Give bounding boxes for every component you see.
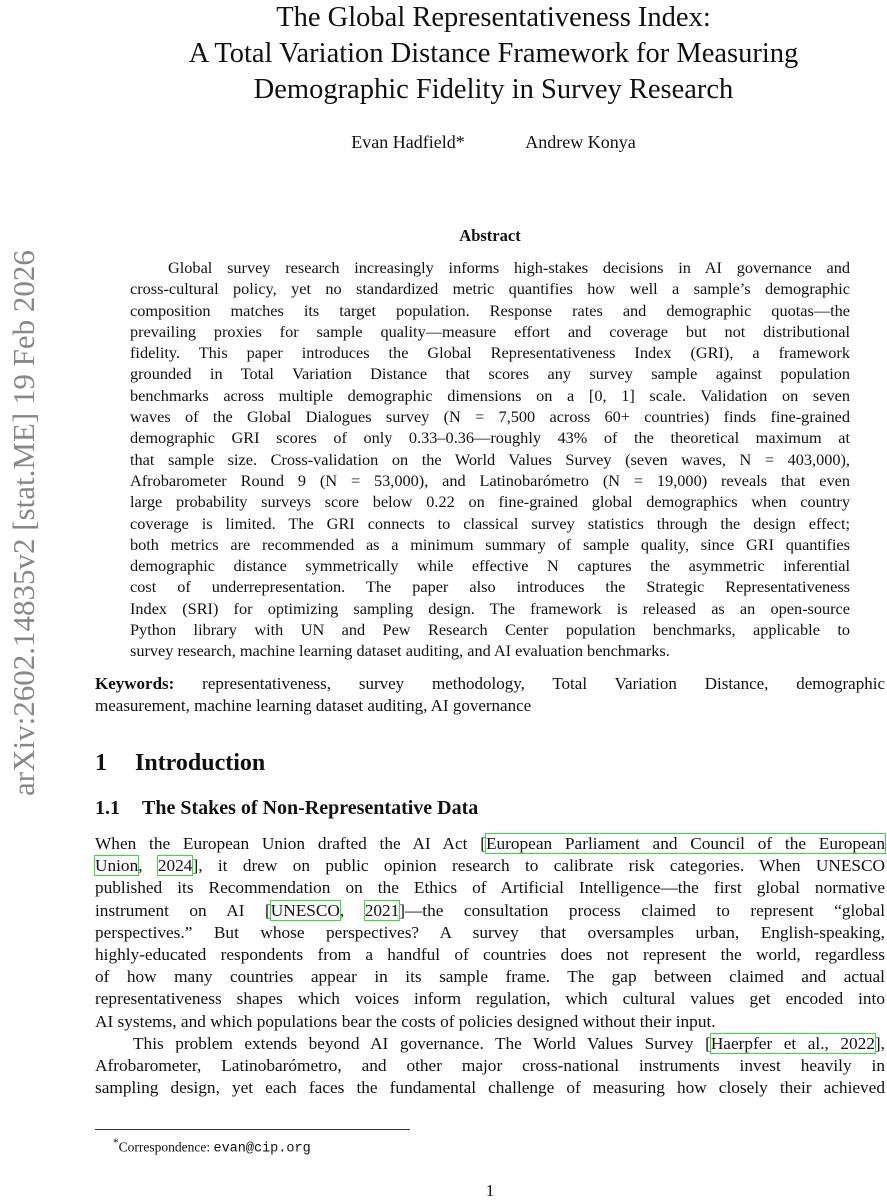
body-line: [95, 944, 885, 966]
page-number: 1: [485, 1181, 495, 1200]
footnote-rule: [95, 1129, 410, 1130]
keywords-text: measurement, machine learning dataset auditing, AI governance: [95, 696, 532, 715]
abstract-line: demographic GRI scores of only 0.33–0.36—roughly 43% of the theoretical maximum at: [130, 428, 850, 448]
body-text-segment: ],: [874, 1033, 885, 1053]
citation-link[interactable]: Union: [95, 856, 139, 876]
body-text-segment: ,: [138, 856, 158, 876]
abstract-line: grounded in Total Variation Distance that scores any survey sample against population: [130, 364, 850, 384]
citation-link[interactable]: Haerpfer et al., 2022: [710, 1033, 875, 1053]
body-text-segment: ]—the consultation process claimed to represent “global: [399, 900, 886, 920]
keywords: [95, 673, 885, 717]
body-text-segment: ,: [339, 900, 365, 920]
abstract-line: both metrics are recommended as a minimum summary of sample quality, since GRI quantifies: [130, 534, 850, 554]
abstract-line: coverage is limited. The GRI connects to classical survey statistics through the design effect;: [130, 513, 850, 533]
body-text-segment: When the European Union drafted the AI Act [: [95, 834, 486, 853]
keywords-text: representativeness, survey methodology, Total Variation Distance, demographic: [174, 674, 885, 693]
title-line: Demographic Fidelity in Survey Research: [253, 74, 734, 105]
body-line: [95, 877, 885, 899]
body-line: [95, 1077, 885, 1099]
body-text-segment: perspectives.” But whose perspectives? A survey that oversamples urban, English-speaking,: [95, 922, 885, 942]
body-line: [95, 988, 885, 1010]
title-line: A Total Variation Distance Framework for Measuring: [188, 38, 799, 69]
subsection-heading: 1.1 The Stakes of Non-Representative Data: [95, 797, 479, 819]
citation-link[interactable]: UNESCO: [270, 900, 340, 920]
abstract-line: cost of underrepresentation. The paper also introduces the Strategic Representativeness: [130, 577, 850, 597]
citation-link[interactable]: 2021: [364, 900, 400, 920]
abstract-line: composition matches its target population. Response rates and demographic quotas—the: [130, 300, 850, 320]
body-text: [95, 833, 885, 1099]
abstract-line: Afrobarometer Round 9 (N = 53,000), and Latinobarómetro (N = 19,000) reveals that even: [130, 470, 850, 490]
body-text-segment: published its Recommendation on the Ethics of Artificial Intelligence—the first global normative: [95, 878, 885, 898]
title-line: The Global Representativeness Index:: [276, 2, 711, 33]
body-text-segment: of how many countries appear in its sample frame. The gap between claimed and actual: [95, 967, 885, 987]
abstract-line: benchmarks across multiple demographic dimensions on a [0, 1] scale. Validation on seven: [130, 385, 850, 405]
abstract-heading: Abstract: [459, 226, 521, 245]
body-line: [95, 900, 885, 922]
abstract-line: Python library with UN and Pew Research Center population benchmarks, applicable to: [130, 620, 850, 640]
body-text-segment: highly-educated respondents from a handful of countries does not represent the world, regardless: [95, 944, 885, 964]
body-line: [95, 855, 885, 877]
body-line: [95, 1055, 885, 1077]
abstract-line: prevailing proxies for sample quality—measure effort and coverage but not distributional: [130, 321, 850, 341]
body-text-segment: Afrobarometer, Latinobarómetro, and other major cross-national instruments invest heavily in: [95, 1055, 885, 1075]
body-line: [95, 1011, 885, 1033]
abstract-line: large probability surveys score below 0.22 on fine-grained global demographics when country: [130, 492, 850, 512]
body-text-segment: AI systems, and which populations bear the costs of policies designed without their input.: [95, 1011, 716, 1031]
author: Evan Hadfield*: [351, 132, 465, 152]
arxiv-identifier-stamp: arXiv:2602.14835v2 [stat.ME] 19 Feb 2026: [6, 250, 41, 796]
abstract-line: Index (SRI) for optimizing sampling design. The framework is released as an open-source: [130, 598, 850, 618]
body-line: [95, 833, 885, 855]
body-line: [95, 1033, 885, 1055]
body-line: [95, 922, 885, 944]
paper-title: [100, 0, 887, 108]
abstract-line: Global survey research increasingly informs high-stakes decisions in AI governance and: [168, 258, 850, 277]
citation-link[interactable]: European Parliament and Council of the European: [485, 834, 885, 853]
body-text-segment: This problem extends beyond AI governance. The World Values Survey [: [133, 1033, 711, 1053]
body-text-segment: sampling design, yet each faces the fundamental challenge of measuring how closely their achieved: [95, 1078, 885, 1098]
abstract-line: demographic distance symmetrically while effective N captures the asymmetric inferential: [130, 556, 850, 576]
citation-link[interactable]: 2024: [157, 856, 193, 876]
abstract-line: waves of the Global Dialogues survey (N = 7,500 across 60+ countries) finds fine-grained: [130, 407, 850, 427]
abstract-line: cross-cultural policy, yet no standardized metric quantifies how well a sample’s demographic: [130, 279, 850, 299]
email-link[interactable]: evan@cip.org: [213, 1141, 311, 1157]
abstract-line: fidelity. This paper introduces the Global Representativeness Index (GRI), a framework: [130, 343, 850, 363]
body-text-segment: instrument on AI [: [95, 900, 271, 920]
author: Andrew Konya: [525, 132, 636, 152]
abstract-line: survey research, machine learning dataset auditing, and AI evaluation benchmarks.: [130, 641, 670, 661]
section-heading: 1 Introduction: [95, 750, 266, 776]
body-text-segment: representativeness shapes which voices inform regulation, which cultural values get encoded into: [95, 989, 885, 1009]
abstract-text: [130, 257, 850, 662]
body-text-segment: ], it drew on public opinion research to calibrate risk categories. When UNESCO: [192, 856, 885, 876]
footnote: *Correspondence: evan@cip.org: [113, 1137, 311, 1157]
abstract-line: that sample size. Cross-validation on the World Values Survey (seven waves, N = 403,000),: [130, 449, 850, 469]
keywords-label: Keywords:: [95, 674, 175, 693]
author-list: [100, 132, 887, 153]
body-line: [95, 966, 885, 988]
